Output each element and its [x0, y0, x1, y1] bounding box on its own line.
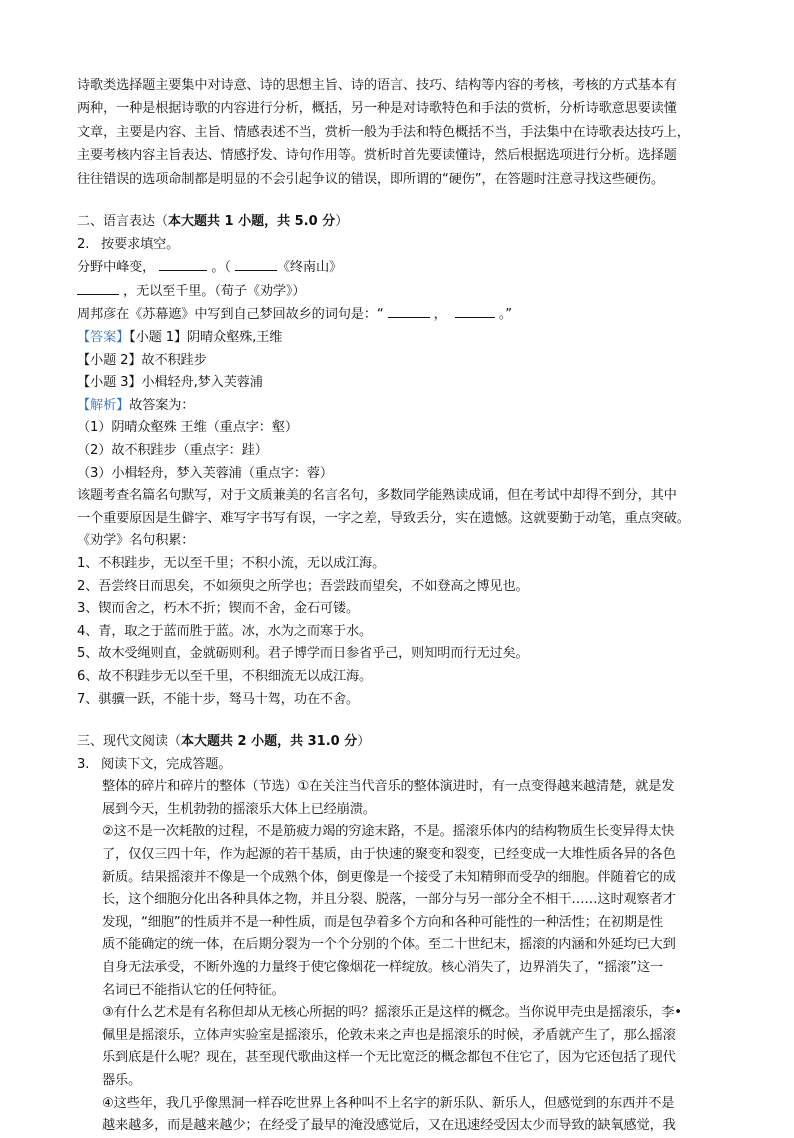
fill-line-1: 分野中峰变， 。（ 《终南山》 — [77, 256, 731, 280]
answer-blank[interactable] — [235, 256, 277, 271]
analysis-line: （2）故不积跬步（重点字：跬） — [77, 442, 268, 458]
answer-line: 【小题 2】故不积跬步 — [77, 352, 207, 368]
question-number: 2. — [77, 236, 90, 252]
analysis-line: 5、故木受绳则直，金就砺则利。君子博学而日参省乎己，则知明而行无过矣。 — [77, 646, 529, 662]
question-number: 3. — [77, 756, 90, 772]
passage-line: 质不能确定的统一体，在后期分裂为一个个分别的个体。至二十世纪末，摇滚的内涵和外延均已大到 — [102, 937, 676, 953]
passage-line: 名词已不能指认它的任何特征。 — [102, 982, 285, 998]
text-line: 往往错误的选项命制都是明显的不会引起争议的错误，即所谓的“硬伤”，在答题时注意寻找这些硬伤。 — [77, 171, 665, 187]
section-heading-reading: 三、现代文阅读（本大题共 2 小题，共 31.0 分） — [77, 734, 371, 750]
analysis-line: 该题考查名篇名句默写，对于文质兼美的名言名句，多数同学能熟读成诵，但在考试中却得不到分，其中 — [77, 488, 677, 504]
answer-line: 【小题 3】小楫轻舟,梦入芙蓉浦 — [77, 375, 263, 391]
analysis-line: 4、青，取之于蓝而胜于蓝。冰，水为之而寒于水。 — [77, 623, 373, 639]
analysis-line: （3）小楫轻舟，梦入芙蓉浦（重点字：蓉） — [77, 465, 333, 481]
passage-line: 发现，“细胞”的性质并不是一种性质，而是包孕着多个方向和各种可能性的一种活性；在初期是性 — [102, 914, 663, 930]
question-2 — [77, 234, 731, 257]
answer-tag: 【答案】 — [77, 330, 130, 345]
question-prompt: 阅读下文，完成答题。 — [101, 756, 232, 772]
section-heading-language: 二、语言表达（本大题共 1 小题，共 5.0 分） — [77, 214, 349, 230]
analysis-line: 2、吾尝终日而思矣，不如须臾之所学也；吾尝跂而望矣，不如登高之博见也。 — [77, 578, 529, 594]
text-line: 文章，主要是内容、主旨、情感表述不当，赏析一般为手法和特色概括不当，手法集中在诗歌表达技巧上， — [77, 124, 690, 140]
answer-blank[interactable] — [388, 303, 430, 318]
question-3 — [77, 754, 731, 777]
fill-line-2: ，无以至千里。（荀子《劝学》） — [77, 280, 731, 304]
passage-line: 整体的碎片和碎片的整体（节选）①在关注当代音乐的整体演进时，有一点变得越来越清楚，就是发 — [102, 779, 675, 795]
fill-line-3: 周邦彦在《苏幕遮》中写到自己梦回故乡的词句是：“ ， 。” — [77, 303, 731, 327]
answer-blank[interactable] — [77, 280, 119, 295]
passage-line: 展到今天，生机勃勃的摇滚乐大体上已经崩溃。 — [102, 801, 376, 817]
passage-line: ③有什么艺术是有名称但却从无核心所据的吗？摇滚乐正是这样的概念。当你说甲壳虫是摇滚乐，李• — [102, 1005, 682, 1021]
text-line: 两种，一种是根据诗歌的内容进行分析，概括，另一种是对诗歌特色和手法的赏析，分析诗歌意思要读懂 — [77, 101, 677, 117]
analysis-line: 3、锲而舍之，朽木不折；锲而不舍，金石可镂。 — [77, 601, 360, 617]
passage-line: 了，仅仅三四十年，作为起源的若干基质，由于快速的聚变和裂变，已经变成一大堆性质各异的各色 — [102, 847, 676, 863]
passage-line: 自身无法承受，不断外逸的力量终于使它像烟花一样绽放。核心消失了，边界消失了，“摇滚”这一 — [102, 960, 663, 976]
analysis-line: 《劝学》名句积累： — [77, 533, 195, 549]
passage-line: 长，这个细胞分化出各种具体之物，并且分裂、脱落，一部分与另一部分全不相干……这时观察者才 — [102, 892, 676, 908]
passage-line: 新质。结果摇滚并不像是一个成熟个体，倒更像是一个接受了未知精卵而受孕的细胞。伴随着它的成 — [102, 869, 676, 885]
analysis-line: 1、不积跬步，无以至千里；不积小流，无以成江海。 — [77, 555, 386, 571]
answer-blank[interactable] — [159, 256, 207, 271]
passage-line: ④这些年，我几乎像黑洞一样吞吃世界上各种叫不上名字的新乐队、新乐人，但感觉到的东西并不是 — [102, 1095, 675, 1111]
analysis-line: （1）阴晴众壑殊 王维（重点字：壑） — [77, 420, 298, 436]
answer-line: 【答案】【小题 1】阴晴众壑殊,王维 — [77, 330, 283, 345]
passage-line: 器乐。 — [102, 1073, 142, 1088]
analysis-line: 一个重要原因是生僻字、难写字书写有误，一字之差，导致丢分，实在遗憾。这就要勤于动笔，重点突破。 — [77, 510, 690, 526]
analysis-line: 【解析】故答案为： — [77, 397, 195, 413]
analysis-line: 6、故不积跬步无以至千里，不积细流无以成江海。 — [77, 668, 373, 684]
intro-paragraph — [77, 74, 731, 191]
text-line: 诗歌类选择题主要集中对诗意、诗的思想主旨、诗的语言、技巧、结构等内容的考核，考核的方式基本有 — [77, 78, 677, 93]
analysis-tag: 【解析】 — [77, 397, 130, 413]
passage-line: 乐到底是什么呢？现在，甚至现代歌曲这样一个无比宽泛的概念都包不住它了，因为它还包括了现代 — [102, 1050, 676, 1066]
passage-line: 越来越多，而是越来越少；在经受了最早的淹没感觉后，又在迅速经受因太少而导致的缺氧感觉，我 — [102, 1118, 676, 1134]
passage-line: ②这不是一次耗散的过程，不是筋疲力竭的穷途末路，不是。摇滚乐体内的结构物质生长变异得太快 — [102, 824, 675, 840]
text-line: 主要考核内容主旨表达、情感抒发、诗句作用等。赏析时首先要读懂诗，然后根据选项进行分析。选择题 — [77, 148, 677, 164]
question-prompt: 按要求填空。 — [101, 236, 180, 252]
passage-line: 佩里是摇滚乐，立体声实验室是摇滚乐，伦敦未来之声也是摇滚乐的时候，矛盾就产生了，那么摇滚 — [102, 1027, 676, 1043]
answer-blank[interactable] — [455, 303, 495, 318]
document-page — [77, 74, 731, 1138]
analysis-line: 7、骐骥一跃，不能十步，驽马十驾，功在不舍。 — [77, 691, 360, 707]
reading-passage — [77, 776, 731, 1138]
